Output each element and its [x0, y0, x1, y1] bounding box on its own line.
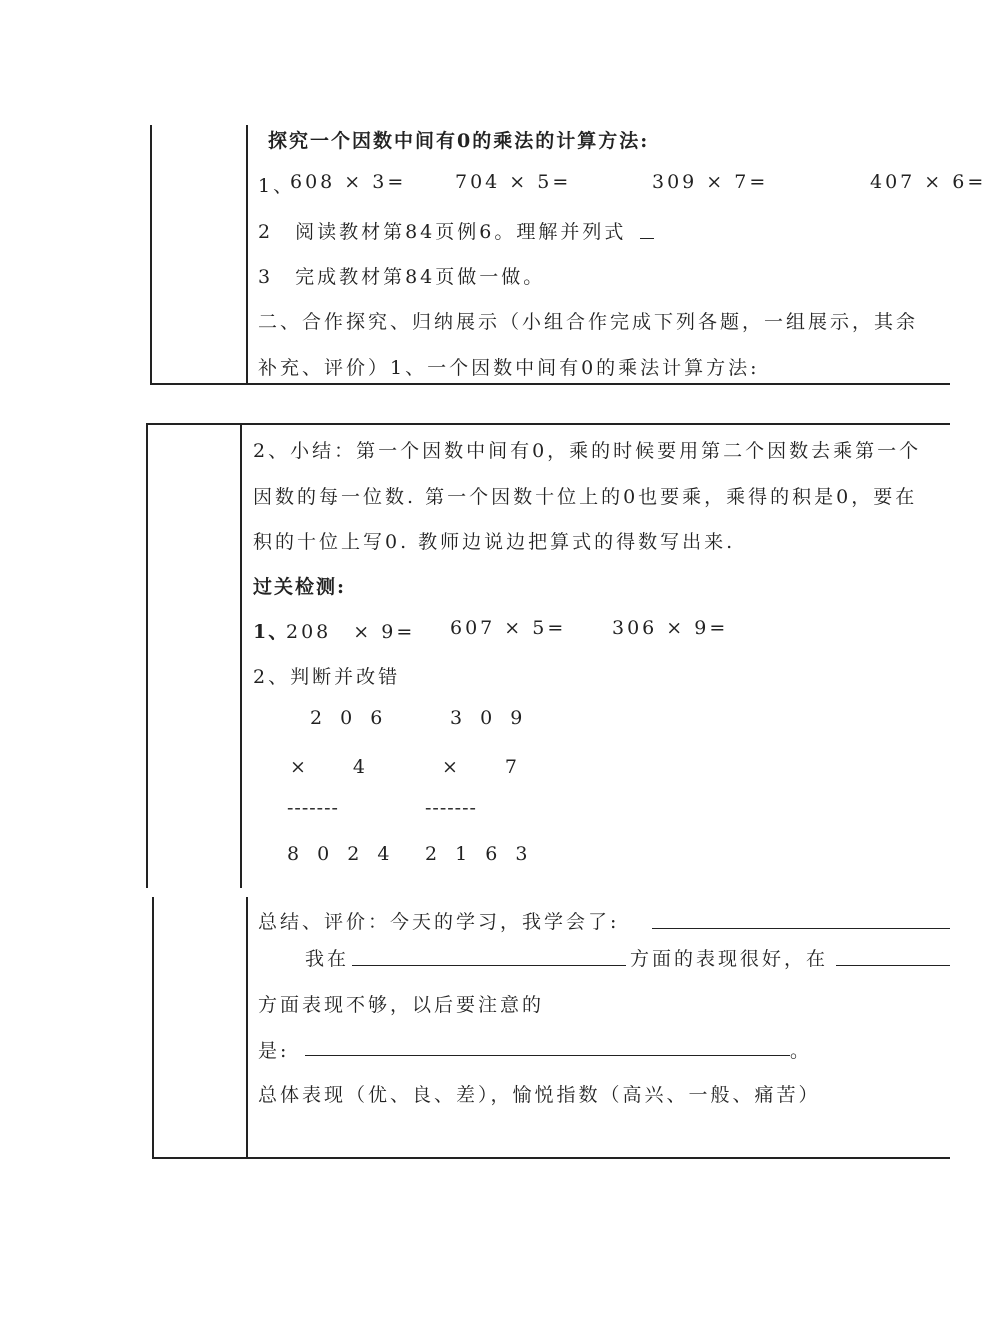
- summary-line-1: 2、小结：第一个因数中间有0，乘的时候要用第二个因数去乘第一个: [253, 440, 922, 462]
- problem-b-result: 2 1 6 3: [425, 843, 534, 865]
- good-blank[interactable]: [352, 965, 626, 966]
- problem-b-multiplier: × 7: [442, 756, 521, 778]
- problem-a-top: 2 0 6: [310, 707, 389, 729]
- table1-left-border: [150, 125, 152, 385]
- summary-line-2: 因数的每一位数. 第一个因数十位上的0也要乘，乘得的积是0，要在: [253, 486, 918, 508]
- weak-blank[interactable]: [836, 965, 950, 966]
- is-label: 是:: [258, 1040, 290, 1062]
- coop-paragraph-line1: 二、合作探究、归纳展示（小组合作完成下列各题，一组展示，其余: [258, 311, 919, 333]
- overall-evaluation: 总体表现（优、良、差），愉悦指数（高兴、一般、痛苦）: [258, 1084, 821, 1106]
- check-calc-1: 208 × 9=: [286, 621, 416, 643]
- calc-item-2: 704 × 5=: [455, 171, 572, 193]
- check-calc-3: 306 × 9=: [612, 617, 729, 639]
- item-complete-exercise: 3 完成教材第84页做一做。: [258, 266, 546, 288]
- section1-heading: 探究一个因数中间有0的乘法的计算方法:: [268, 130, 650, 152]
- period-mark: 。: [790, 1040, 813, 1062]
- summary-line-3: 积的十位上写0. 教师边说边把算式的得数写出来.: [253, 531, 736, 553]
- calc-item-1: 608 × 3=: [290, 171, 407, 193]
- table3-divider: [246, 897, 248, 1159]
- coop-paragraph-line2: 补充、评价）1、一个因数中间有0的乘法计算方法:: [258, 357, 760, 379]
- item-read-underline: [640, 238, 654, 239]
- table3-left-border: [152, 897, 154, 1159]
- problem-a-multiplier: × 4: [290, 756, 369, 778]
- calc-item-4: 407 × 6=: [870, 171, 986, 193]
- check-calc-2: 607 × 5=: [450, 617, 567, 639]
- check-prefix: 1、: [253, 621, 290, 643]
- table2-left-border: [146, 423, 148, 888]
- good-prefix: 我在: [305, 948, 350, 970]
- table1-bottom-border: [150, 383, 950, 385]
- calc-prefix: 1、: [258, 175, 296, 197]
- table2-divider: [240, 423, 242, 888]
- good-mid: 方面的表现很好，在: [630, 948, 829, 970]
- problem-a-rule: -------: [287, 797, 339, 819]
- attention-blank[interactable]: [305, 1055, 790, 1056]
- table2-top-border: [146, 423, 950, 425]
- problem-b-rule: -------: [425, 797, 477, 819]
- learned-label: 总结、评价：今天的学习，我学会了:: [258, 911, 620, 933]
- not-enough-label: 方面表现不够，以后要注意的: [258, 994, 545, 1016]
- item-read-textbook: 2 阅读教材第84页例6。理解并列式: [258, 221, 627, 243]
- judge-title: 2、判断并改错: [253, 666, 401, 688]
- table1-divider: [246, 125, 248, 385]
- learned-blank[interactable]: [652, 928, 950, 929]
- problem-a-result: 8 0 2 4: [287, 843, 396, 865]
- table3-bottom-border: [152, 1157, 950, 1159]
- problem-b-top: 3 0 9: [450, 707, 529, 729]
- check-heading: 过关检测:: [253, 576, 347, 598]
- calc-item-3: 309 × 7=: [652, 171, 769, 193]
